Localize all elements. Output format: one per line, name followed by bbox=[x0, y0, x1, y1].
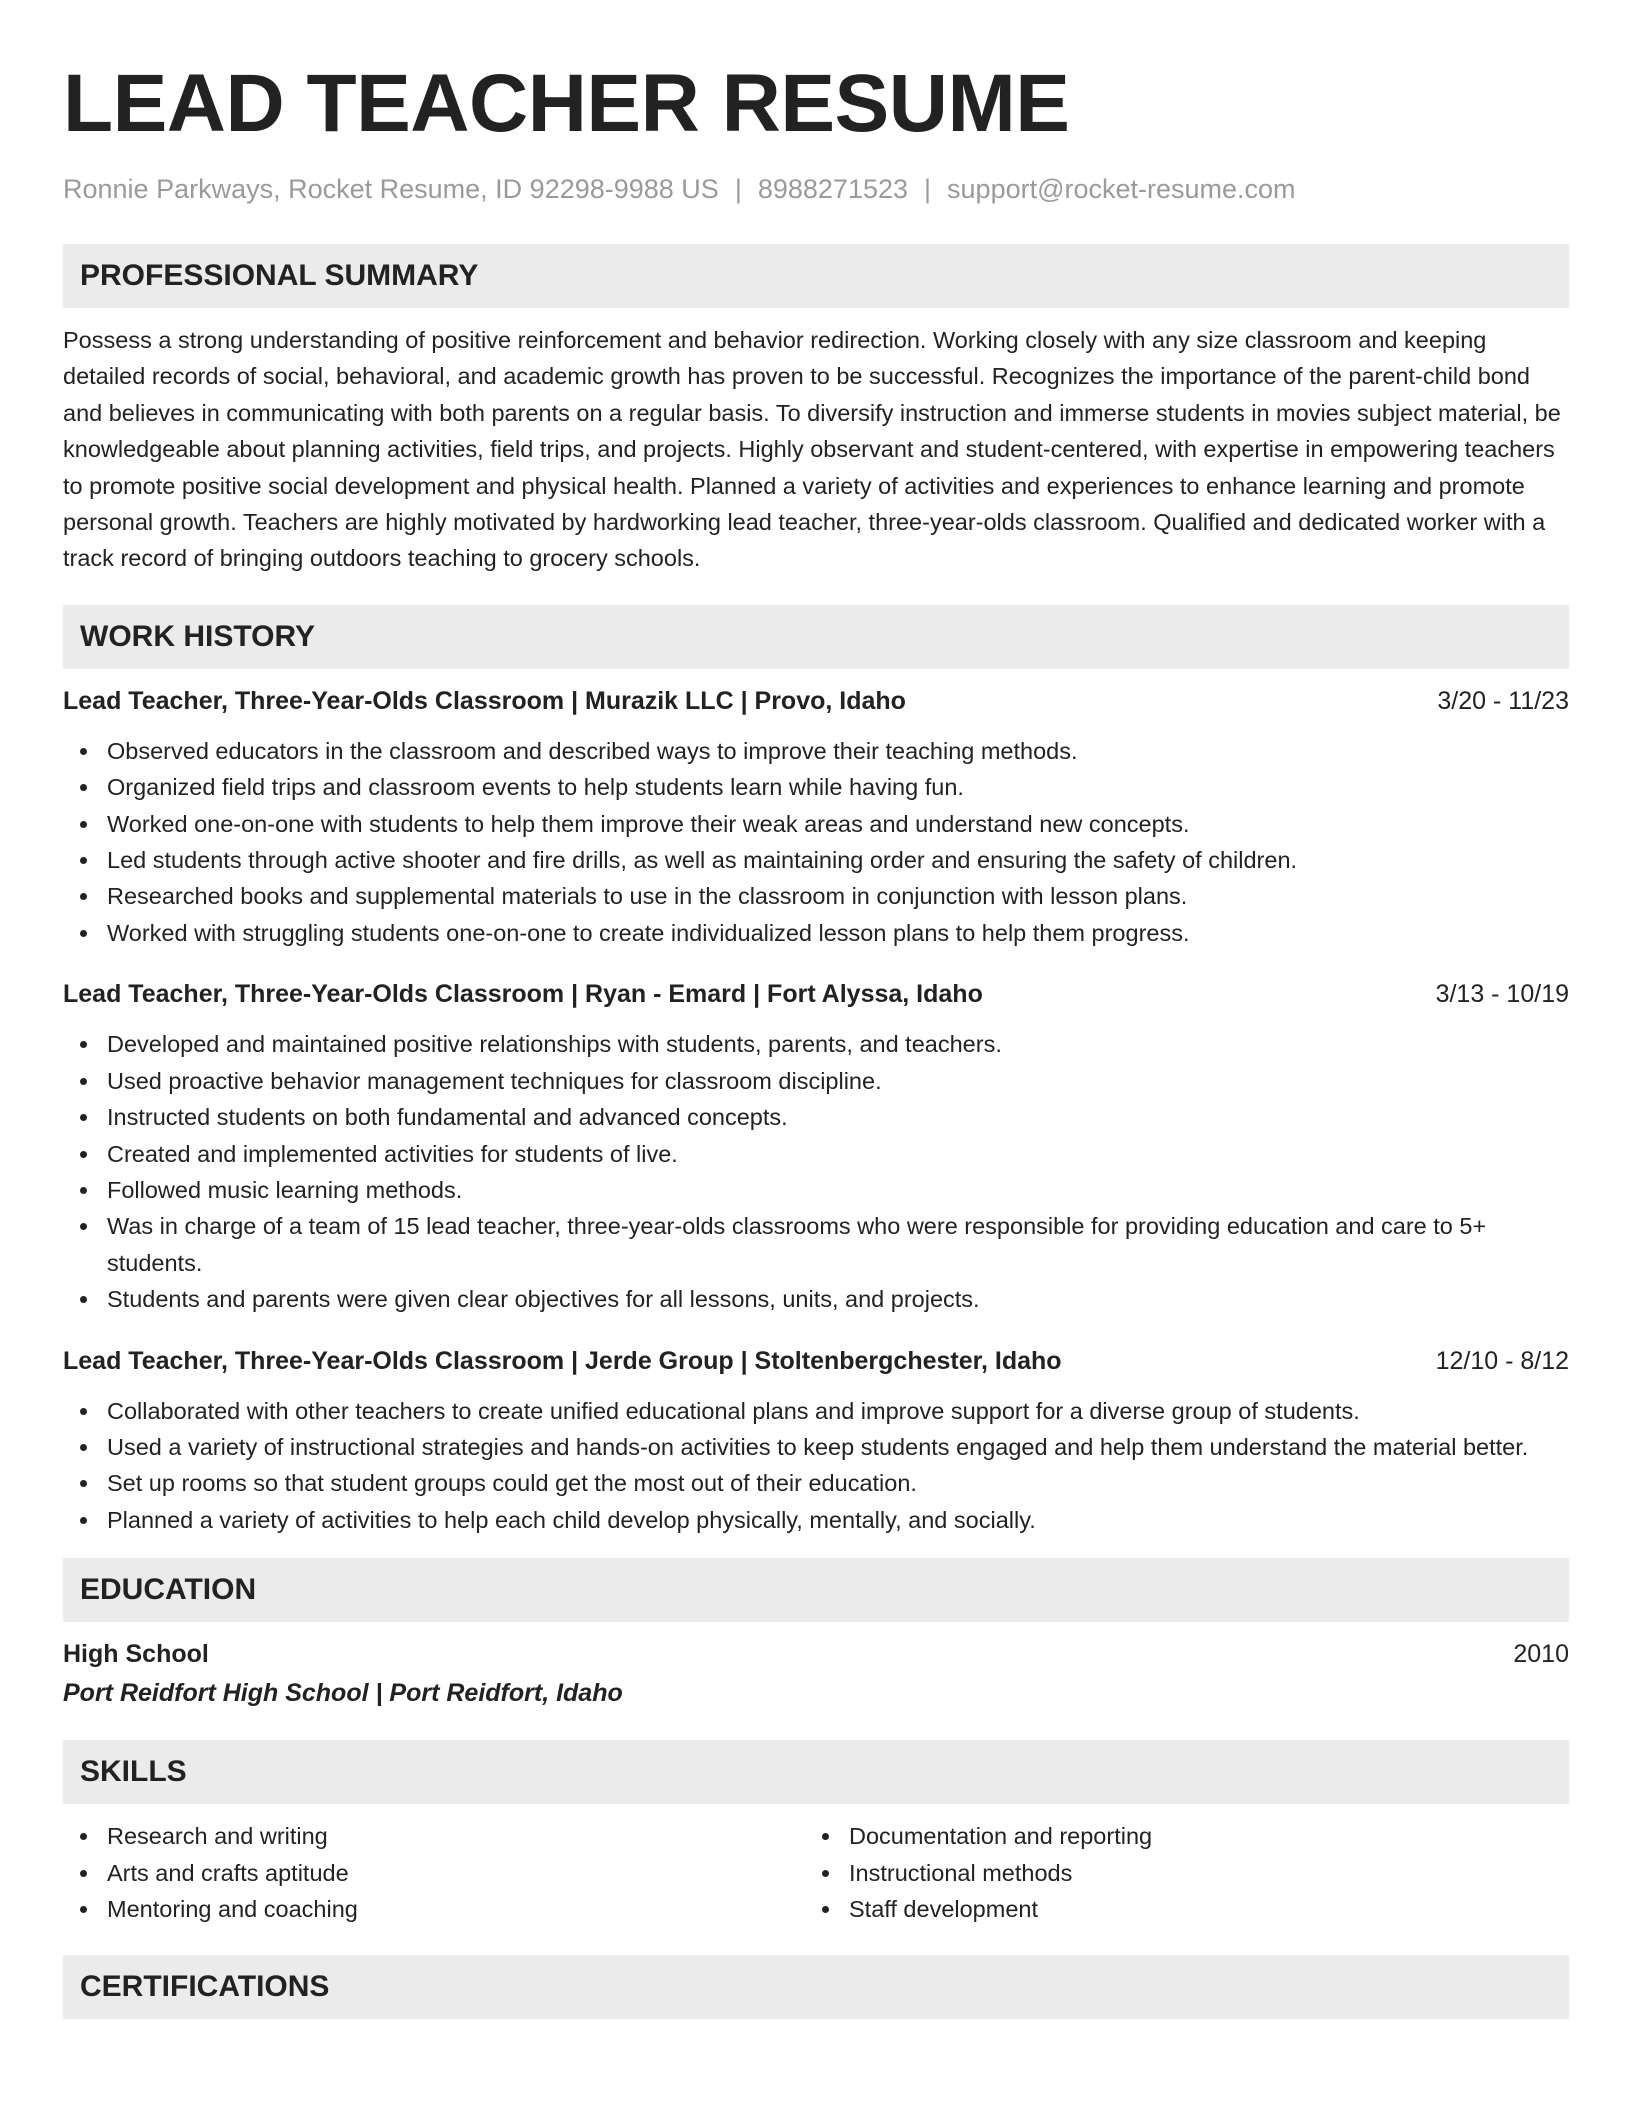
section-header-education: EDUCATION bbox=[63, 1558, 1569, 1622]
skill-item: Mentoring and coaching bbox=[63, 1891, 805, 1927]
education-year: 2010 bbox=[1513, 1640, 1569, 1669]
job-bullet: Collaborated with other teachers to create unified educational plans and improve support for a diverse group of students. bbox=[63, 1393, 1569, 1429]
skill-item: Arts and crafts aptitude bbox=[63, 1855, 805, 1891]
section-header-skills: SKILLS bbox=[63, 1740, 1569, 1804]
job-bullet: Used a variety of instructional strategies and hands-on activities to keep students engaged and help them understand the material better. bbox=[63, 1429, 1569, 1465]
job-entry bbox=[63, 683, 1569, 951]
job-bullet: Planned a variety of activities to help each child develop physically, mentally, and socially. bbox=[63, 1502, 1569, 1538]
job-entry bbox=[63, 976, 1569, 1317]
job-bullets bbox=[63, 1393, 1569, 1539]
job-bullet: Worked with struggling students one-on-one to create individualized lesson plans to help them progress. bbox=[63, 915, 1569, 951]
job-bullet: Developed and maintained positive relationships with students, parents, and teachers. bbox=[63, 1026, 1569, 1062]
job-bullets bbox=[63, 1026, 1569, 1317]
education-school: Port Reidfort High School | Port Reidfort, Idaho bbox=[63, 1679, 623, 1708]
contact-email: support@rocket-resume.com bbox=[947, 174, 1296, 204]
job-bullet: Observed educators in the classroom and described ways to improve their teaching methods. bbox=[63, 733, 1569, 769]
section-header-summary: PROFESSIONAL SUMMARY bbox=[63, 244, 1569, 308]
skills-column-left bbox=[63, 1818, 805, 1927]
job-bullet: Followed music learning methods. bbox=[63, 1172, 1569, 1208]
job-heading: Lead Teacher, Three-Year-Olds Classroom | Ryan - Emard | Fort Alyssa, Idaho bbox=[63, 980, 983, 1009]
job-heading: Lead Teacher, Three-Year-Olds Classroom | Jerde Group | Stoltenbergchester, Idaho bbox=[63, 1346, 1062, 1375]
contact-phone: 8988271523 bbox=[757, 174, 909, 204]
skill-item: Instructional methods bbox=[805, 1855, 1569, 1891]
resume-title: LEAD TEACHER RESUME bbox=[63, 58, 1070, 149]
skill-item: Staff development bbox=[805, 1891, 1569, 1927]
education-degree: High School bbox=[63, 1640, 209, 1669]
education-entry bbox=[63, 1636, 1569, 1712]
section-header-certifications: CERTIFICATIONS bbox=[63, 1955, 1569, 2019]
job-bullet: Used proactive behavior management techniques for classroom discipline. bbox=[63, 1063, 1569, 1099]
summary-text: Possess a strong understanding of positive reinforcement and behavior redirection. Working closely with any size classroom and keeping detailed records of social, behavioral, and academic growth has proven to be successful. Recognizes the importance of the parent-child bond and believes in communicating with both parents on a regular basis. To diversify instruction and immerse students in movies subject material, be knowledgeable about planning activities, field trips, and projects. Highly observant and student-centered, with expertise in empowering teachers to promote positive social development and physical health. Planned a variety of activities and experiences to enhance learning and promote personal growth. Teachers are highly motivated by hardworking lead teacher, three-year-olds classroom. Qualified and dedicated worker with a track record of bringing outdoors teaching to grocery schools. bbox=[63, 327, 1561, 572]
job-bullet: Organized field trips and classroom events to help students learn while having fun. bbox=[63, 769, 1569, 805]
job-dates: 3/20 - 11/23 bbox=[1437, 686, 1569, 715]
job-bullet: Researched books and supplemental materials to use in the classroom in conjunction with lesson plans. bbox=[63, 878, 1569, 914]
job-bullet: Set up rooms so that student groups could get the most out of their education. bbox=[63, 1465, 1569, 1501]
section-header-work: WORK HISTORY bbox=[63, 605, 1569, 669]
job-bullet: Students and parents were given clear objectives for all lessons, units, and projects. bbox=[63, 1281, 1569, 1317]
contact-separator: | bbox=[924, 174, 932, 204]
skills-list bbox=[63, 1818, 1569, 1927]
job-dates: 12/10 - 8/12 bbox=[1435, 1346, 1569, 1375]
skill-item: Documentation and reporting bbox=[805, 1818, 1569, 1854]
job-bullet: Worked one-on-one with students to help them improve their weak areas and understand new concepts. bbox=[63, 806, 1569, 842]
skills-column-right bbox=[805, 1818, 1569, 1927]
job-bullet: Instructed students on both fundamental and advanced concepts. bbox=[63, 1099, 1569, 1135]
job-bullet: Created and implemented activities for students of live. bbox=[63, 1136, 1569, 1172]
contact-separator: | bbox=[734, 174, 742, 204]
contact-address: Ronnie Parkways, Rocket Resume, ID 92298-9988 US bbox=[63, 174, 719, 204]
job-bullet: Was in charge of a team of 15 lead teacher, three-year-olds classrooms who were responsible for providing education and care to 5+ students. bbox=[63, 1208, 1569, 1281]
job-entry bbox=[63, 1343, 1569, 1539]
job-heading: Lead Teacher, Three-Year-Olds Classroom | Murazik LLC | Provo, Idaho bbox=[63, 686, 906, 715]
job-dates: 3/13 - 10/19 bbox=[1435, 980, 1569, 1009]
contact-line bbox=[63, 172, 1569, 206]
job-bullet: Led students through active shooter and fire drills, as well as maintaining order and ensuring the safety of children. bbox=[63, 842, 1569, 878]
skill-item: Research and writing bbox=[63, 1818, 805, 1854]
job-bullets bbox=[63, 733, 1569, 951]
